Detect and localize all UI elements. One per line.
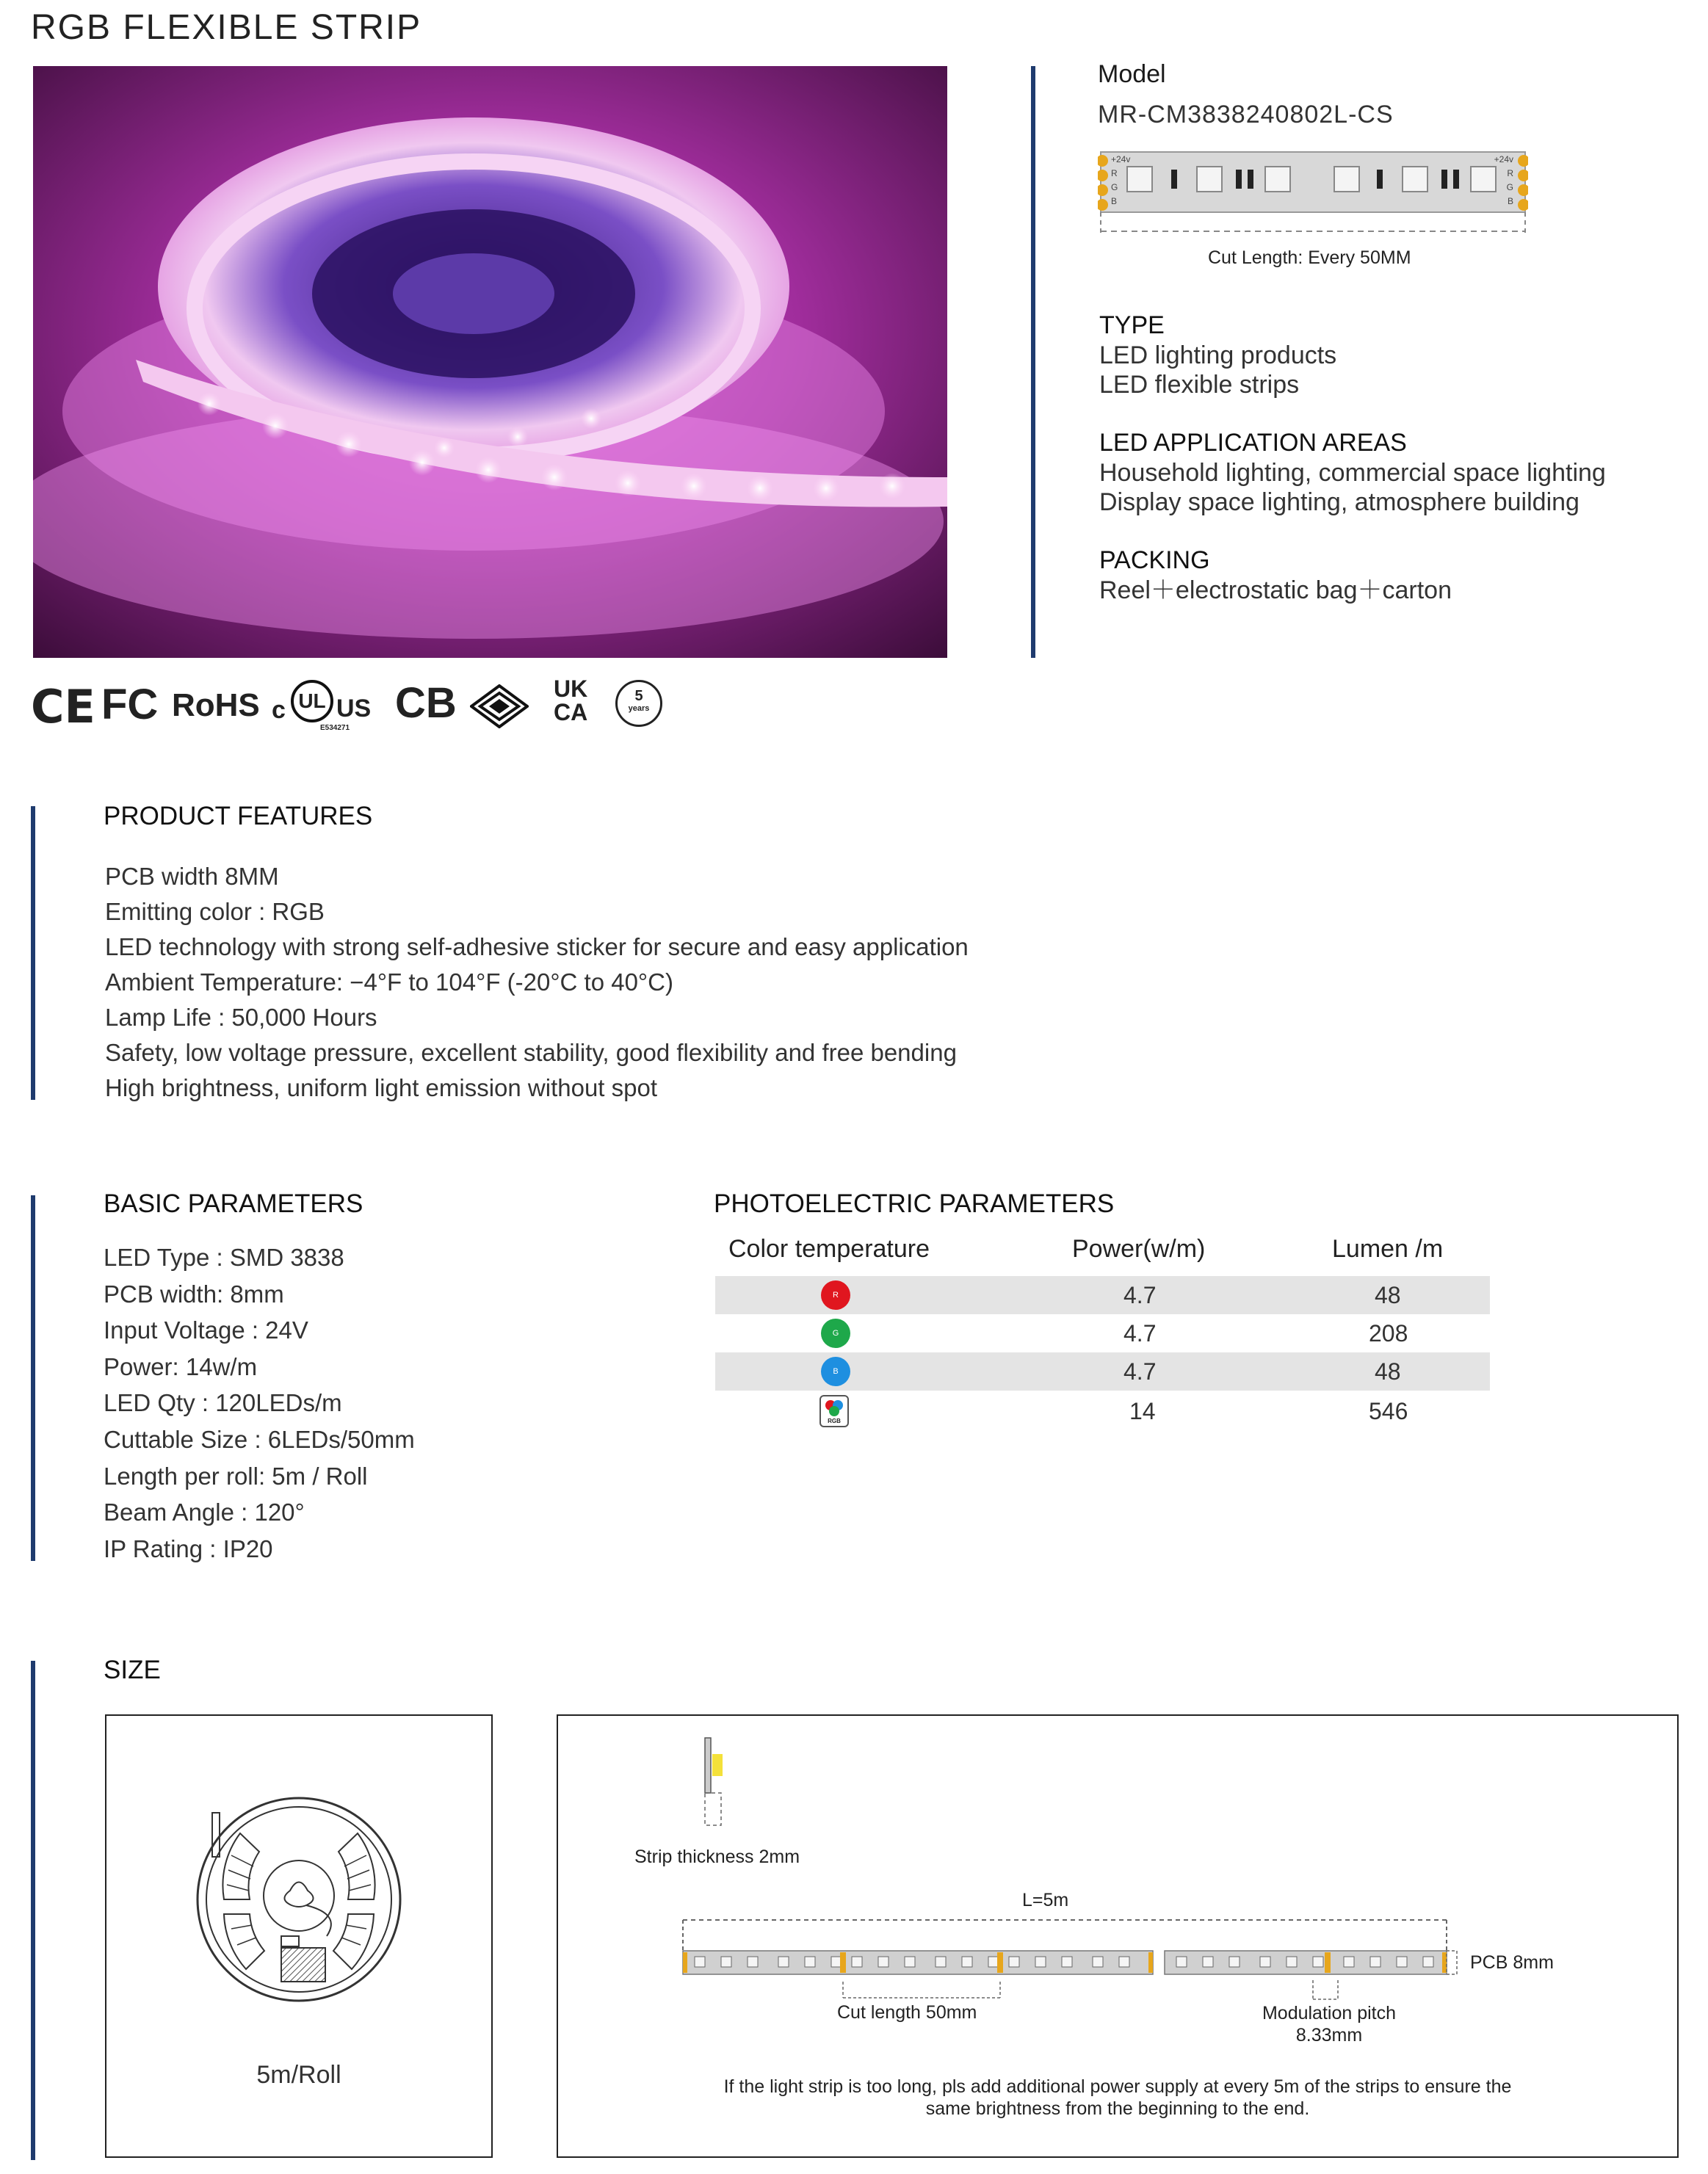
power-cell: 4.7	[1123, 1282, 1157, 1308]
warranty-text: years	[628, 704, 650, 713]
strip-label-voltage: +24v	[1111, 154, 1131, 164]
table-row	[715, 1392, 1490, 1430]
basic-title: BASIC PARAMETERS	[104, 1189, 363, 1218]
col-header: Power(w/m)	[1072, 1235, 1206, 1263]
strip-label-b: B	[1111, 196, 1118, 206]
param-item: Length per roll: 5m / Roll	[104, 1462, 368, 1490]
model-label: Model	[1098, 60, 1166, 88]
strip-label-g-right: G	[1506, 182, 1513, 192]
strip-label-voltage-right: +24v	[1494, 154, 1513, 164]
feature-item: LED technology with strong self-adhesive sticker for secure and easy application	[105, 933, 969, 960]
packing-line: Reel＋electrostatic bag＋carton	[1099, 576, 1452, 604]
ce-logo: CE	[31, 680, 95, 733]
page-title: RGB FLEXIBLE STRIP	[31, 8, 422, 47]
pitch-label	[1248, 2002, 1410, 2046]
param-item: Beam Angle : 120°	[104, 1499, 305, 1526]
strip-diagram	[1098, 151, 1528, 239]
cut-length-label: Cut Length: Every 50MM	[1208, 247, 1411, 268]
product-photo	[33, 66, 947, 658]
power-cell: 4.7	[1123, 1358, 1157, 1385]
application-heading: LED APPLICATION AREAS	[1099, 429, 1407, 457]
size-title: SIZE	[104, 1656, 161, 1684]
warranty-badge	[615, 680, 662, 727]
param-item: Power: 14w/m	[104, 1352, 258, 1380]
roll-box	[105, 1714, 493, 2158]
strip-label-r-right: R	[1507, 168, 1513, 178]
lumen-cell: 546	[1369, 1398, 1408, 1424]
ul-circle: UL	[291, 680, 333, 722]
rgb-icon-label: RGB	[828, 1418, 841, 1424]
cut-length-dim-label: Cut length 50mm	[837, 2002, 977, 2023]
ul-c: c	[272, 696, 286, 724]
size-bar	[31, 1661, 35, 2160]
power-cell: 4.7	[1123, 1320, 1157, 1347]
warranty-number: 5	[634, 688, 643, 704]
note-line: If the light strip is too long, pls add additional power supply at every 5m of the strips to ensure the	[723, 2076, 1512, 2097]
feature-item: High brightness, uniform light emission without spot	[105, 1074, 658, 1101]
packing-heading: PACKING	[1099, 546, 1210, 574]
param-item: LED Qty : 120LEDs/m	[104, 1389, 342, 1417]
roll-label: 5m/Roll	[256, 2061, 341, 2089]
type-line: LED flexible strips	[1099, 371, 1300, 399]
ukca-bottom: CA	[554, 699, 588, 725]
application-line: Household lighting, commercial space lighting	[1099, 459, 1606, 487]
ul-number: E534271	[320, 724, 350, 732]
certification-logos	[31, 677, 692, 734]
cb-logo: CB	[395, 679, 457, 727]
param-item: IP Rating : IP20	[104, 1535, 273, 1562]
color-dot-red: R	[821, 1280, 850, 1310]
application-line: Display space lighting, atmosphere building	[1099, 488, 1579, 516]
fc-logo: FC	[101, 681, 159, 728]
features-title: PRODUCT FEATURES	[104, 802, 373, 830]
note-line: same brightness from the beginning to the end.	[925, 2098, 1310, 2119]
basic-list	[104, 1239, 415, 1567]
features-bar	[31, 806, 35, 1100]
divider-bar	[1031, 66, 1035, 658]
param-item: Cuttable Size : 6LEDs/50mm	[104, 1425, 415, 1453]
ukca-logo	[554, 677, 587, 724]
basic-bar	[31, 1195, 35, 1561]
reel-drawing	[106, 1716, 491, 2068]
power-cell: 14	[1129, 1398, 1156, 1424]
color-dot-green: G	[821, 1319, 850, 1348]
pcb-label: PCB 8mm	[1470, 1952, 1554, 1973]
feature-item: Safety, low voltage pressure, excellent stability, good flexibility and free bending	[105, 1039, 957, 1066]
enec-icon	[470, 684, 529, 728]
feature-item: Lamp Life : 50,000 Hours	[105, 1004, 377, 1031]
pitch-value: 8.33mm	[1295, 2025, 1363, 2046]
type-line: LED lighting products	[1099, 341, 1337, 369]
model-number: MR-CM3838240802L-CS	[1098, 101, 1394, 128]
ul-logo	[272, 677, 372, 734]
power-note	[558, 2076, 1677, 2120]
table-row	[715, 1352, 1490, 1391]
param-item: Input Voltage : 24V	[104, 1316, 308, 1344]
dimension-box	[557, 1714, 1679, 2158]
rohs-logo: RoHS	[172, 687, 260, 723]
lumen-cell: 208	[1369, 1320, 1408, 1347]
type-heading: TYPE	[1099, 311, 1165, 339]
table-row	[715, 1314, 1490, 1352]
color-dot-blue: B	[821, 1357, 850, 1386]
strip-label-b-right: B	[1507, 196, 1513, 206]
col-header: Lumen /m	[1332, 1235, 1444, 1263]
ukca-top: UK	[554, 675, 588, 702]
table-row	[715, 1276, 1490, 1314]
strip-label-g: G	[1111, 182, 1118, 192]
photo-title: PHOTOELECTRIC PARAMETERS	[714, 1189, 1115, 1218]
pitch-line: Modulation pitch	[1262, 2003, 1397, 2023]
feature-item: PCB width 8MM	[105, 863, 279, 890]
strip-label-r: R	[1111, 168, 1118, 178]
length-label: L=5m	[1022, 1890, 1069, 1910]
feature-item: Ambient Temperature: −4°F to 104°F (-20°C to 40°C)	[105, 968, 673, 996]
features-list	[105, 859, 969, 1106]
ul-us: US	[336, 695, 372, 722]
lumen-cell: 48	[1375, 1282, 1401, 1308]
rgb-icon	[819, 1395, 849, 1427]
thickness-label: Strip thickness 2mm	[634, 1847, 800, 1867]
lumen-cell: 48	[1375, 1358, 1401, 1385]
feature-item: Emitting color : RGB	[105, 898, 325, 925]
col-header: Color temperature	[728, 1235, 930, 1263]
param-item: LED Type : SMD 3838	[104, 1244, 344, 1271]
photo-table	[715, 1235, 1490, 1441]
param-item: PCB width: 8mm	[104, 1280, 284, 1308]
